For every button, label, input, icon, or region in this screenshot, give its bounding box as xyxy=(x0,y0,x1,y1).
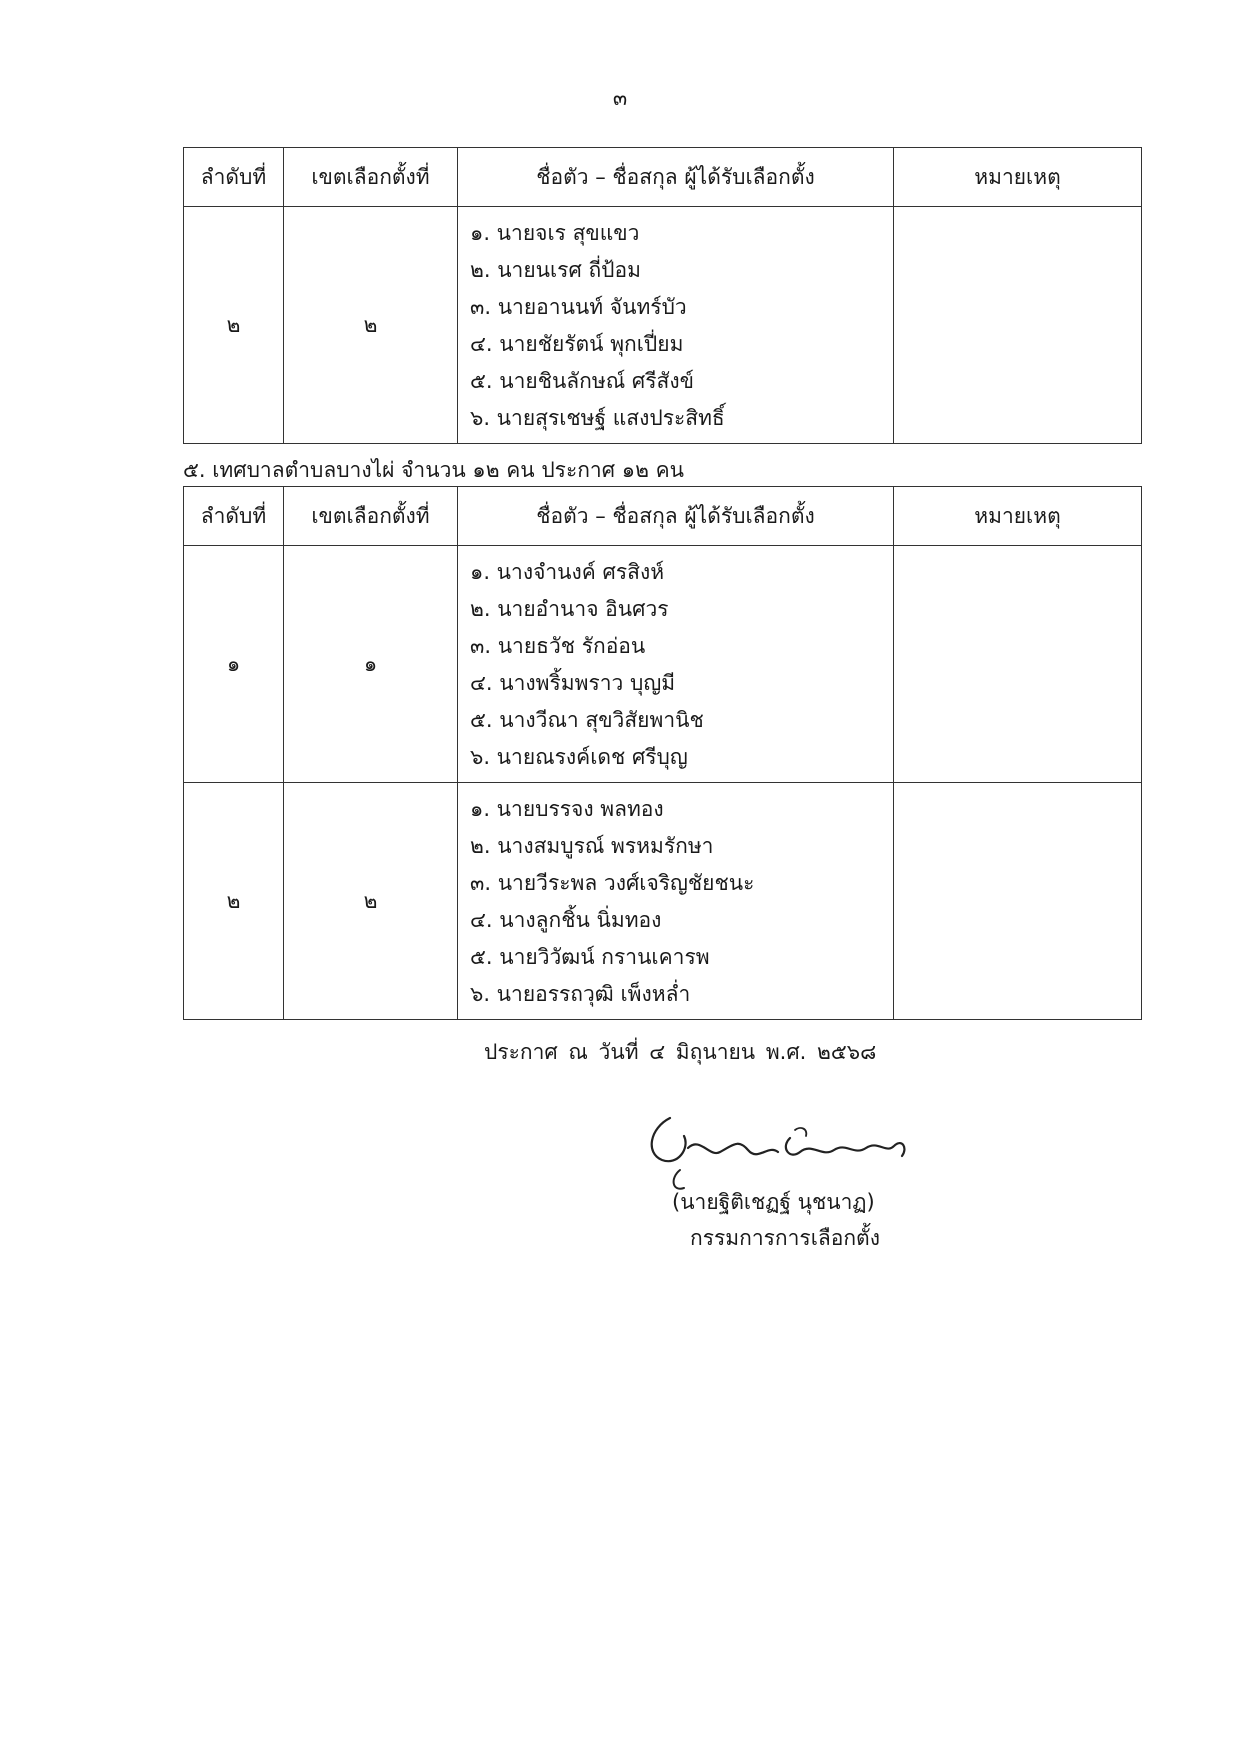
district-cell: ๑ xyxy=(284,546,458,783)
district-cell: ๒ xyxy=(284,783,458,1020)
order-cell: ๒ xyxy=(184,207,284,444)
name-item: ๓. นายอานนท์ จันทร์บัว xyxy=(470,295,687,319)
announcement-date: ประกาศ ณ วันที่ ๔ มิถุนายน พ.ศ. ๒๕๖๘ xyxy=(484,1040,877,1064)
winners-table-1 xyxy=(183,147,1142,444)
section-heading: ๕. เทศบาลตำบลบางไผ่ จำนวน ๑๒ คน ประกาศ ๑๒ คน xyxy=(183,458,684,482)
winners-table-2 xyxy=(183,486,1142,1020)
name-item: ๓. นายธวัช รักอ่อน xyxy=(470,634,646,658)
header-remarks: หมายเหตุ xyxy=(894,148,1142,207)
remarks-cell xyxy=(894,207,1142,444)
name-item: ๒. นางสมบูรณ์ พรหมรักษา xyxy=(470,834,714,858)
remarks-cell xyxy=(894,546,1142,783)
name-item: ๑. นางจำนงค์ ศรสิงห์ xyxy=(470,560,665,584)
name-item: ๕. นายวิวัฒน์ กรานเคารพ xyxy=(470,945,710,969)
page-number: ๓ xyxy=(612,86,628,110)
name-item: ๔. นางพริ้มพราว บุญมี xyxy=(470,671,676,695)
name-item: ๓. นายวีระพล วงศ์เจริญชัยชนะ xyxy=(470,871,755,895)
name-item: ๖. นายณรงค์เดช ศรีบุญ xyxy=(470,745,688,769)
header-names: ชื่อตัว – ชื่อสกุล ผู้ได้รับเลือกตั้ง xyxy=(458,487,894,546)
name-item: ๕. นางวีณา สุขวิสัยพานิช xyxy=(470,708,704,732)
name-item: ๒. นายอำนาจ อินศวร xyxy=(470,597,669,621)
name-item: ๕. นายชินลักษณ์ ศรีสังข์ xyxy=(470,369,694,393)
order-cell: ๒ xyxy=(184,783,284,1020)
name-item: ๑. นายจเร สุขแขว xyxy=(470,221,640,245)
table-row xyxy=(184,546,1142,783)
signer-name: (นายฐิติเชฏฐ์ นุชนาฏ) xyxy=(672,1190,875,1214)
names-cell xyxy=(458,546,894,783)
header-names: ชื่อตัว – ชื่อสกุล ผู้ได้รับเลือกตั้ง xyxy=(458,148,894,207)
name-item: ๖. นายอรรถวุฒิ เพ็งหล่ำ xyxy=(470,982,691,1006)
table-header-row xyxy=(184,487,1142,546)
order-cell: ๑ xyxy=(184,546,284,783)
header-remarks: หมายเหตุ xyxy=(894,487,1142,546)
district-cell: ๒ xyxy=(284,207,458,444)
signer-title: กรรมการการเลือกตั้ง xyxy=(690,1226,880,1250)
remarks-cell xyxy=(894,783,1142,1020)
table-row xyxy=(184,783,1142,1020)
table-header-row xyxy=(184,148,1142,207)
name-item: ๖. นายสุรเชษฐ์ แสงประสิทธิ์ xyxy=(470,406,725,430)
name-item: ๒. นายนเรศ ถี่ป้อม xyxy=(470,258,641,282)
name-item: ๔. นายชัยรัตน์ พุกเปี่ยม xyxy=(470,332,684,356)
names-cell xyxy=(458,783,894,1020)
header-district: เขตเลือกตั้งที่ xyxy=(284,487,458,546)
table-row xyxy=(184,207,1142,444)
header-order: ลำดับที่ xyxy=(184,148,284,207)
name-item: ๑. นายบรรจง พลทอง xyxy=(470,797,664,821)
header-order: ลำดับที่ xyxy=(184,487,284,546)
name-item: ๔. นางลูกชิ้น นิ่มทอง xyxy=(470,908,662,932)
names-cell xyxy=(458,207,894,444)
header-district: เขตเลือกตั้งที่ xyxy=(284,148,458,207)
